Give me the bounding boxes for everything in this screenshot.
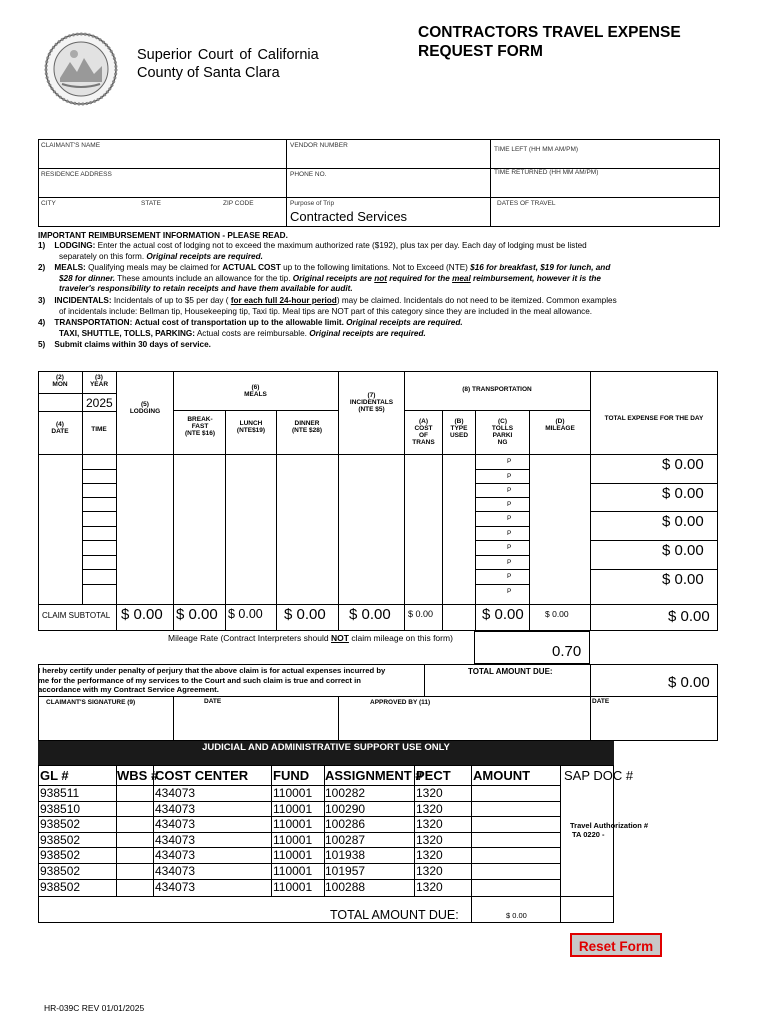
jas-cell-cost-center[interactable]: 434073 xyxy=(155,817,196,831)
form-revision: HR-039C REV 01/01/2025 xyxy=(44,1003,145,1013)
day-total: $ 0.00 xyxy=(662,513,704,530)
header-incidentals: (7) INCIDENTALS (NTE $5) xyxy=(349,392,394,413)
jas-header-pect: PECT xyxy=(416,768,451,783)
header-mileage: (D) MILEAGE xyxy=(545,418,575,432)
parking-marker: P xyxy=(507,544,512,551)
header-breakfast: BREAK- FAST (NTE $16) xyxy=(185,416,215,437)
instructions-heading: IMPORTANT REIMBURSEMENT INFORMATION - PLEASE READ. xyxy=(38,231,288,240)
jas-cell-cost-center[interactable]: 434073 xyxy=(155,848,196,862)
jas-cell-pect[interactable]: 1320 xyxy=(416,817,443,831)
court-name: Superior Court of California xyxy=(137,47,319,63)
claim-subtotal-label: CLAIM SUBTOTAL xyxy=(42,611,111,620)
jas-header-sap-doc: SAP DOC # xyxy=(564,768,634,783)
jas-cell-cost-center[interactable]: 434073 xyxy=(155,833,196,847)
subtotal-cost-of-trans: $ 0.00 xyxy=(408,609,434,619)
parking-marker: P xyxy=(507,588,512,595)
jas-cell-cost-center[interactable]: 434073 xyxy=(155,864,196,878)
travel-authorization-value[interactable]: TA 0220 - xyxy=(572,830,605,839)
jas-banner: JUDICIAL AND ADMINISTRATIVE SUPPORT USE ONLY xyxy=(38,741,614,765)
header-year: (3) YEAR xyxy=(89,374,109,388)
parking-marker: P xyxy=(507,515,512,522)
instruction-submit: 5) Submit claims within 30 days of service. xyxy=(38,340,211,349)
jas-header-wbs: WBS # xyxy=(117,768,159,783)
jas-cell-pect[interactable]: 1320 xyxy=(416,802,443,816)
jas-cell-fund[interactable]: 110001 xyxy=(273,848,313,862)
subtotal-breakfast: $ 0.00 xyxy=(176,606,218,623)
parking-marker: P xyxy=(507,473,512,480)
subtotal-lunch: $ 0.00 xyxy=(228,607,263,621)
zip-field[interactable]: ZIP CODE xyxy=(223,200,254,207)
jas-cell-gl[interactable]: 938502 xyxy=(40,880,81,894)
approved-date-field[interactable]: DATE xyxy=(592,698,610,705)
subtotal-mileage: $ 0.00 xyxy=(545,609,569,619)
total-amount-due-value: $ 0.00 xyxy=(668,674,710,691)
court-seal-logo xyxy=(44,32,118,106)
jas-cell-fund[interactable]: 110001 xyxy=(273,880,313,894)
jas-cell-assignment[interactable]: 101957 xyxy=(325,864,366,878)
time-returned-field[interactable]: TIME RETURNED (HH MM AM/PM) xyxy=(494,169,599,176)
parking-marker: P xyxy=(507,559,512,566)
residence-address-field[interactable]: RESIDENCE ADDRESS xyxy=(41,171,112,178)
jas-cell-gl[interactable]: 938511 xyxy=(40,786,80,800)
jas-cell-assignment[interactable]: 100290 xyxy=(325,802,366,816)
jas-cell-gl[interactable]: 938502 xyxy=(40,817,81,831)
mileage-rate-note: Mileage Rate (Contract Interpreters should NOT claim mileage on this form) xyxy=(168,633,453,643)
total-amount-due-label: TOTAL AMOUNT DUE: xyxy=(468,667,553,676)
parking-marker: P xyxy=(507,501,512,508)
jas-cell-fund[interactable]: 110001 xyxy=(273,802,313,816)
header-lodging: (5) LODGING xyxy=(129,401,161,415)
subtotal-dinner: $ 0.00 xyxy=(284,606,326,623)
jas-cell-fund[interactable]: 110001 xyxy=(273,833,313,847)
signature-date-field[interactable]: DATE xyxy=(204,698,222,705)
header-tolls-parking: (C) TOLLS PARKI NG xyxy=(491,418,514,446)
form-title-line2: REQUEST FORM xyxy=(418,43,543,60)
header-date: (4) DATE xyxy=(51,421,69,435)
header-meals: (6) MEALS xyxy=(244,384,267,398)
dates-of-travel-field[interactable]: DATES OF TRAVEL xyxy=(497,200,556,207)
jas-cell-gl[interactable]: 938502 xyxy=(40,848,81,862)
jas-cell-pect[interactable]: 1320 xyxy=(416,880,443,894)
jas-cell-cost-center[interactable]: 434073 xyxy=(155,880,196,894)
header-transportation: (8) TRANSPORTATION xyxy=(462,386,532,393)
instruction-incidentals: 3) INCIDENTALS: Incidentals of up to $5 per day ( for each full 24-hour period) may be claimed. Incidentals do not need to be itemized. Common examples of incidentals include: Bellman tip, Housekeeping tip, Taxi tip. Meal tips are NOT part of this category since they are included in the meal allowance. xyxy=(38,296,617,316)
subtotal-tolls: $ 0.00 xyxy=(482,606,524,623)
jas-cell-pect[interactable]: 1320 xyxy=(416,848,443,862)
jas-header-assignment: ASSIGNMENT # xyxy=(325,768,423,783)
day-total: $ 0.00 xyxy=(662,485,704,502)
jas-header-cost-center: COST CENTER xyxy=(155,768,249,783)
jas-cell-assignment[interactable]: 100286 xyxy=(325,817,366,831)
subtotal-total: $ 0.00 xyxy=(668,608,710,625)
jas-cell-cost-center[interactable]: 434073 xyxy=(155,802,196,816)
parking-marker: P xyxy=(507,573,512,580)
jas-cell-fund[interactable]: 110001 xyxy=(273,786,313,800)
header-lunch: LUNCH (NTE$19) xyxy=(236,420,266,434)
year-value[interactable]: 2025 xyxy=(86,396,113,410)
purpose-field[interactable]: Contracted Services xyxy=(290,209,408,224)
header-mon: (2) MON xyxy=(52,374,68,388)
instruction-lodging: 1) LODGING: Enter the actual cost of lodging not to exceed the maximum authorized rate ($192), plus tax per day. Each day of lodging must be listed separately on this form. Original receipts are required. xyxy=(38,241,587,261)
purpose-label: Purpose of Trip xyxy=(290,200,335,207)
day-total: $ 0.00 xyxy=(662,542,704,559)
jas-header-gl: GL # xyxy=(40,768,69,783)
jas-header-amount: AMOUNT xyxy=(473,768,531,783)
jas-cell-assignment[interactable]: 101938 xyxy=(325,848,366,862)
jas-cell-gl[interactable]: 938502 xyxy=(40,864,81,878)
phone-field[interactable]: PHONE NO. xyxy=(290,171,327,178)
city-field[interactable]: CITY xyxy=(41,200,56,207)
jas-cell-assignment[interactable]: 100282 xyxy=(325,786,366,800)
parking-marker: P xyxy=(507,530,512,537)
jas-total-label: TOTAL AMOUNT DUE: xyxy=(330,908,459,922)
time-left-field[interactable]: TIME LEFT (HH MM AM/PM) xyxy=(494,146,579,153)
vendor-number-field[interactable]: VENDOR NUMBER xyxy=(290,142,348,149)
travel-authorization-label: Travel Authorization # xyxy=(570,821,649,830)
jas-cell-pect[interactable]: 1320 xyxy=(416,833,443,847)
jas-cell-pect[interactable]: 1320 xyxy=(416,864,443,878)
jas-header-fund: FUND xyxy=(273,768,310,783)
certify-text: I hereby certify under penalty of perjury that the above claim is for actual expenses incurred by me for the performance of my services to the Court and such claim is true and correct in accordance with my Contract Service Agreement. xyxy=(38,666,386,695)
reset-form-button[interactable]: Reset Form xyxy=(570,933,662,957)
jas-cell-fund[interactable]: 110001 xyxy=(273,864,313,878)
parking-marker: P xyxy=(507,487,512,494)
subtotal-lodging: $ 0.00 xyxy=(121,606,163,623)
day-total: $ 0.00 xyxy=(662,571,704,588)
jas-cell-gl[interactable]: 938502 xyxy=(40,833,81,847)
day-total: $ 0.00 xyxy=(662,456,704,473)
instruction-transportation: 4) TRANSPORTATION: Actual cost of transportation up to the allowable limit. Original receipts are required. TAXI, SHUTTLE, TOLLS, PARKING: Actual costs are reimbursable. Original receipts are required. xyxy=(38,318,463,338)
jas-cell-fund[interactable]: 110001 xyxy=(273,817,313,831)
jas-cell-pect[interactable]: 1320 xyxy=(416,786,443,800)
jas-cell-assignment[interactable]: 100288 xyxy=(325,880,366,894)
jas-cell-gl[interactable]: 938510 xyxy=(40,802,81,816)
header-dinner: DINNER (NTE $28) xyxy=(292,420,322,434)
jas-total-value: $ 0.00 xyxy=(506,911,527,920)
claimant-signature-field[interactable]: CLAIMANT'S SIGNATURE (9) xyxy=(46,699,136,706)
header-cost-of-trans: (A) COST OF TRANS xyxy=(412,418,435,446)
mileage-rate-value[interactable]: 0.70 xyxy=(552,643,582,660)
county-name: County of Santa Clara xyxy=(137,65,280,81)
instruction-meals: 2) MEALS: Qualifying meals may be claimed for ACTUAL COST up to the following limitations. Not to Exceed (NTE) $16 for breakfast, $19 for lunch, and $28 for dinner. These amounts include an allowance for the tip. Original receipts are not required for the meal reimbursement, however it is the traveler's responsibility to retain receipts and have them available for audit. xyxy=(38,263,611,293)
header-type-used: (B) TYPE USED xyxy=(449,418,469,439)
form-title-line1: CONTRACTORS TRAVEL EXPENSE xyxy=(418,24,681,41)
parking-marker: P xyxy=(507,458,512,465)
jas-cell-assignment[interactable]: 100287 xyxy=(325,833,366,847)
subtotal-incidentals: $ 0.00 xyxy=(349,606,391,623)
jas-cell-cost-center[interactable]: 434073 xyxy=(155,786,196,800)
header-total-day: TOTAL EXPENSE FOR THE DAY xyxy=(604,415,704,422)
claimant-name-field[interactable]: CLAIMANT'S NAME xyxy=(41,142,101,149)
approved-by-field[interactable]: APPROVED BY (11) xyxy=(370,699,431,706)
state-field[interactable]: STATE xyxy=(141,200,161,207)
header-time: TIME xyxy=(91,426,107,433)
